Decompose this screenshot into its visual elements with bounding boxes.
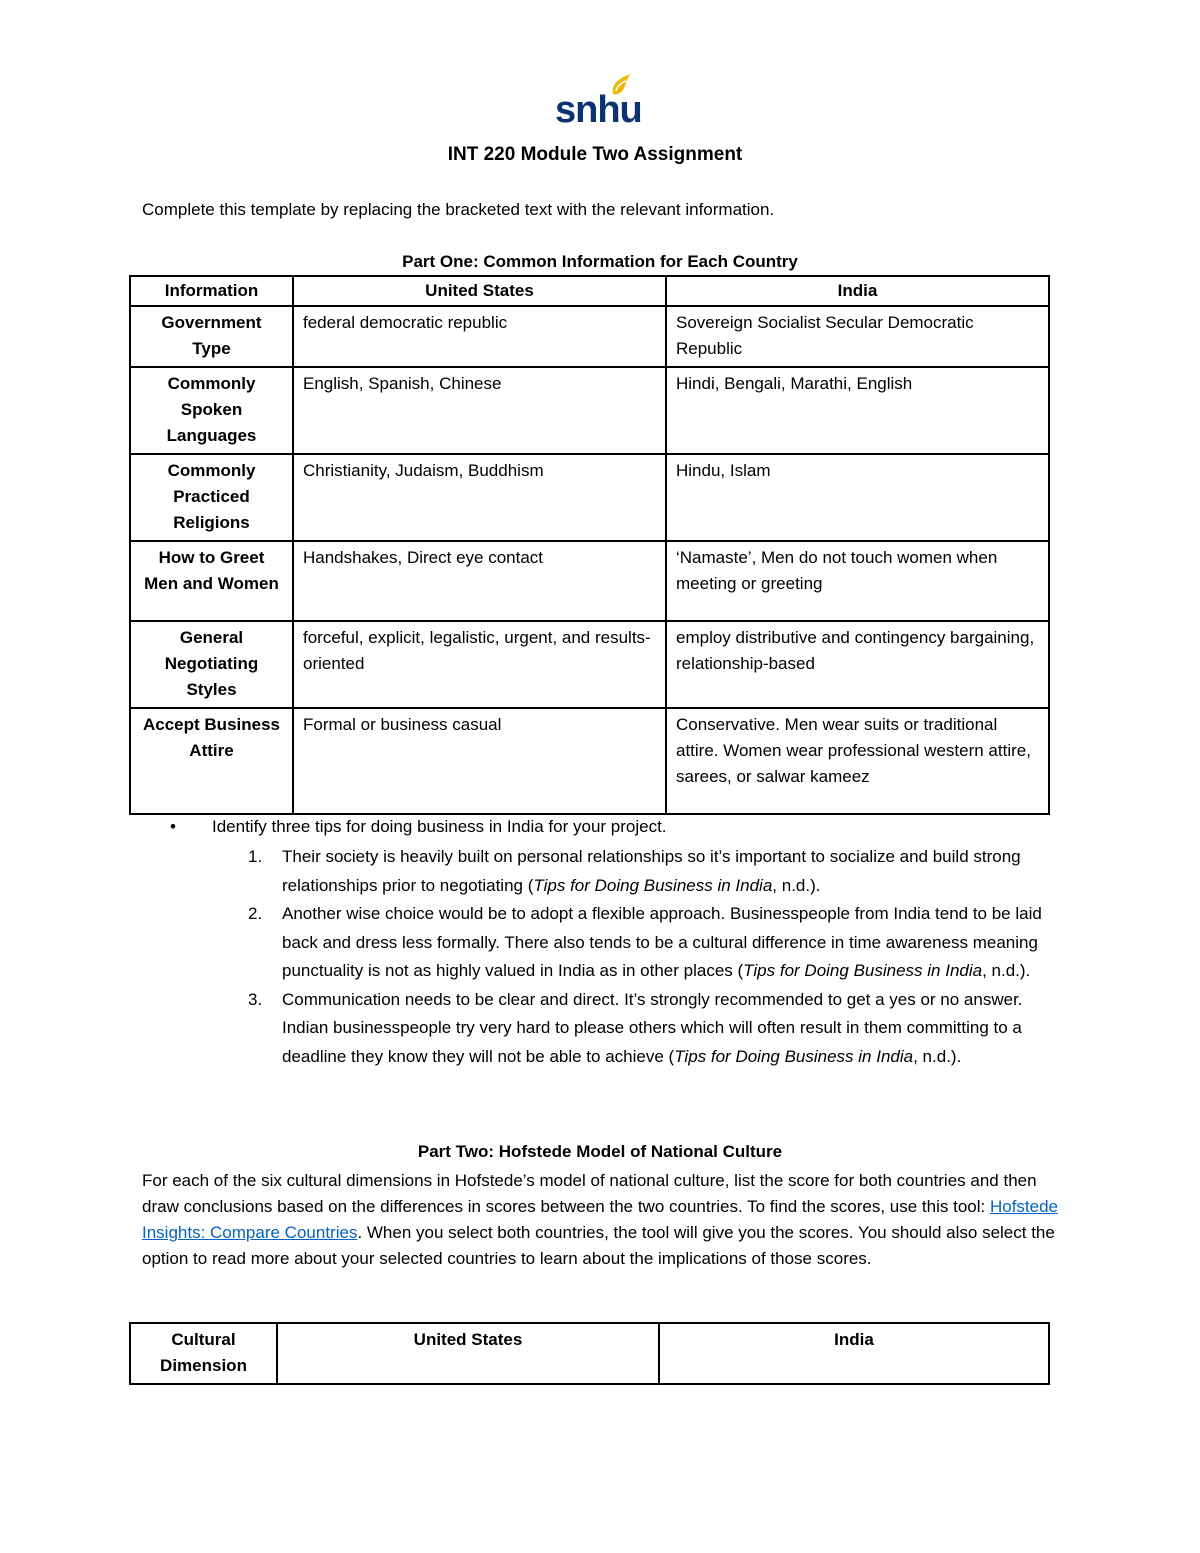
column-header: India [666, 276, 1049, 306]
row-label: Commonly Practiced Religions [130, 454, 293, 541]
hofstede-link[interactable]: Hofstede Insights: Compare Countries [142, 1197, 1059, 1242]
tip-source: Tips for Doing Business in India [743, 961, 983, 980]
tip-cite: , n.d.). [982, 961, 1031, 980]
row-label: General Negotiating Styles [130, 621, 293, 708]
column-header: Cultural Dimension [130, 1323, 277, 1384]
intro-text: Complete this template by replacing the bracketed text with the relevant information. [142, 200, 775, 219]
us-cell: Christianity, Judaism, Buddhism [293, 454, 666, 541]
row-label: Accept Business Attire [130, 708, 293, 814]
column-header: United States [277, 1323, 659, 1384]
table-row [130, 708, 1049, 814]
part-one-heading: Part One: Common Information for Each Country [402, 252, 798, 271]
tip-text: Their society is heavily built on personal relationships so it’s important to socialize and build strong relationships prior to negotiating ( [282, 847, 1021, 895]
tip-text: Communication needs to be clear and direct. It’s strongly recommended to get a yes or no answer. Indian businesspeople try very hard to please others which will often result in them committing to a deadline they know they will not be able to achieve ( [282, 989, 1023, 1066]
country-info-table [129, 275, 1050, 815]
us-cell: forceful, explicit, legalistic, urgent, and results-oriented [293, 621, 666, 708]
table-row [130, 454, 1049, 541]
tip-cite: , n.d.). [772, 875, 821, 895]
column-header: India [659, 1323, 1049, 1384]
list-item [0, 843, 1060, 900]
us-cell: federal democratic republic [293, 306, 666, 367]
row-label: Government Type [130, 306, 293, 367]
instructions-text: . When you select both countries, the tool will give you the scores. You should also select the option to read more about your selected countries to learn about the implications of those scores. [142, 1223, 1055, 1268]
india-cell: Conservative. Men wear suits or traditional attire. Women wear professional western attire, sarees, or salwar kameez [666, 708, 1049, 814]
india-cell: ‘Namaste’, Men do not touch women when meeting or greeting [666, 541, 1049, 621]
column-header: Information [130, 276, 293, 306]
tips-list [0, 843, 1060, 1071]
tip-cite: , n.d.). [913, 1046, 962, 1066]
column-header: United States [293, 276, 666, 306]
us-cell: English, Spanish, Chinese [293, 367, 666, 454]
list-item [0, 900, 1060, 986]
us-cell: Formal or business casual [293, 708, 666, 814]
list-item [0, 986, 1060, 1072]
tip-source: Tips for Doing Business in India [674, 1046, 914, 1066]
bullet-icon: • [170, 817, 176, 836]
tip-text: Another wise choice would be to adopt a flexible approach. Businesspeople from India tend to be laid back and dress less formally. There also tends to be a cultural difference in time awareness meaning punctuality is not as highly valued in India as in other places ( [282, 904, 1042, 980]
table-row [130, 541, 1049, 621]
list-item [170, 813, 1060, 841]
logo-text: snhu [555, 89, 642, 131]
table-row [130, 621, 1049, 708]
bullet-text: Identify three tips for doing business in India for your project. [212, 817, 667, 836]
row-label: Commonly Spoken Languages [130, 367, 293, 454]
india-cell: Sovereign Socialist Secular Democratic Republic [666, 306, 1049, 367]
hofstede-table [129, 1322, 1050, 1385]
part-two-heading: Part Two: Hofstede Model of National Culture [417, 1142, 783, 1161]
list-number: 1. [248, 847, 263, 866]
page-title: INT 220 Module Two Assignment [447, 144, 743, 165]
list-number: 2. [248, 904, 263, 923]
list-number: 3. [248, 989, 263, 1009]
instructions-text: For each of the six cultural dimensions in Hofstede’s model of national culture, list the score for both countries and then draw conclusions based on the differences in scores between the two countries. To find the scores, use this tool: [142, 1171, 1037, 1216]
snhu-logo [555, 72, 642, 134]
table-row [130, 367, 1049, 454]
table-header-row [130, 276, 1049, 306]
india-cell: Hindi, Bengali, Marathi, English [666, 367, 1049, 454]
table-header-row [130, 1323, 1049, 1384]
us-cell: Handshakes, Direct eye contact [293, 541, 666, 621]
tip-source: Tips for Doing Business in India [533, 875, 773, 895]
row-label: How to Greet Men and Women [130, 541, 293, 621]
india-cell: employ distributive and contingency bargaining, relationship-based [666, 621, 1049, 708]
part-two-instructions [142, 1168, 1062, 1272]
tips-section [170, 813, 1060, 1071]
india-cell: Hindu, Islam [666, 454, 1049, 541]
table-row [130, 306, 1049, 367]
